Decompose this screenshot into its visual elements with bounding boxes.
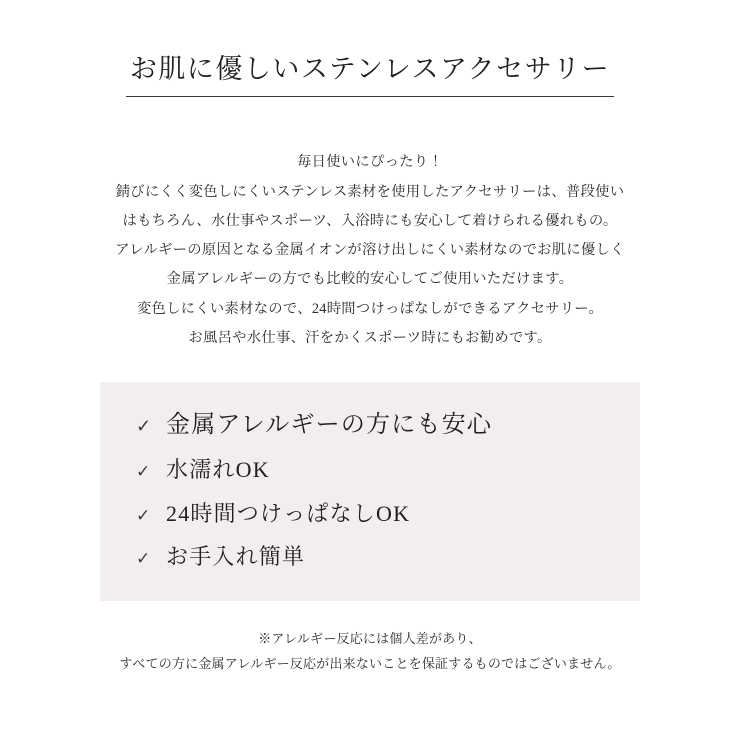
intro-line: 金属アレルギーの方でも比較的安心してご使用いただけます。 bbox=[166, 271, 574, 288]
page-title-area bbox=[0, 0, 740, 115]
check-icon: ✓ bbox=[136, 549, 151, 569]
intro-paragraph bbox=[0, 148, 740, 353]
list-item bbox=[136, 456, 640, 484]
intro-line: 錆びにくく変色しにくいステンレス素材を使用したアクセサリーは、普段使い bbox=[115, 183, 625, 200]
check-icon: ✓ bbox=[136, 416, 152, 437]
intro-line: お風呂や水仕事、汗をかくスポーツ時にもお勧めです。 bbox=[188, 330, 552, 347]
check-icon: ✓ bbox=[136, 462, 151, 482]
feature-label: 金属アレルギーの方にも安心 bbox=[166, 412, 493, 439]
footnote bbox=[0, 626, 740, 677]
intro-line: はもちろん、水仕事やスポーツ、入浴時にも安心して着けられる優れもの。 bbox=[122, 212, 618, 229]
intro-line: 毎日使いにぴったり！ bbox=[297, 154, 443, 171]
list-item bbox=[136, 543, 640, 571]
intro-line: 変色しにくい素材なので、24時間つけっぱなしができるアクセサリー。 bbox=[136, 300, 604, 317]
feature-list bbox=[100, 410, 640, 571]
footnote-line: すべての方に金属アレルギー反応が出来ないことを保証するものではございません。 bbox=[119, 656, 621, 672]
list-item bbox=[136, 500, 640, 528]
feature-label: 水濡れOK bbox=[166, 457, 270, 483]
feature-label: 24時間つけっぱなしOK bbox=[166, 500, 411, 526]
feature-highlight-box bbox=[100, 382, 640, 601]
page-title: お肌に優しいステンレスアクセサリー bbox=[126, 52, 614, 97]
intro-line: アレルギーの原因となる金属イオンが溶け出しにくい素材なのでお肌に優しく bbox=[115, 242, 625, 259]
list-item bbox=[136, 410, 640, 440]
feature-label: お手入れ簡単 bbox=[166, 544, 306, 570]
footnote-line: ※アレルギー反応には個人差があり、 bbox=[258, 630, 482, 646]
check-icon: ✓ bbox=[136, 505, 151, 525]
